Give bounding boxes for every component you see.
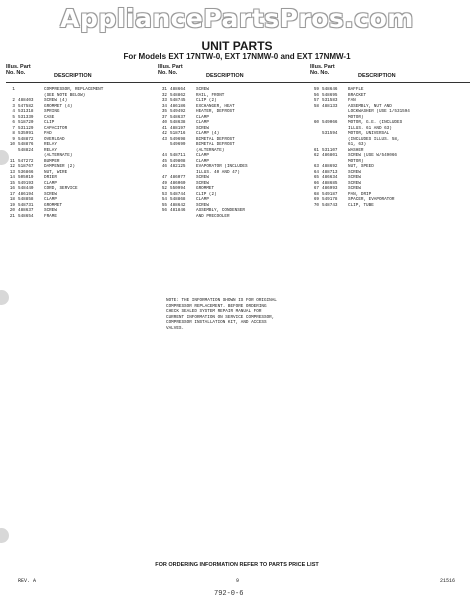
part-description: CLAMP bbox=[196, 114, 209, 120]
part-number: 486060 bbox=[170, 180, 186, 186]
part-number: 486077 bbox=[170, 175, 186, 180]
watermark: AppliancePartsPros.com bbox=[60, 4, 414, 33]
part-number bbox=[170, 214, 196, 220]
part-description: CAPACITOR bbox=[44, 125, 68, 131]
part-number: 549178 bbox=[322, 197, 338, 202]
illus-number: 3 bbox=[12, 103, 15, 109]
illus-number: 69 bbox=[313, 197, 319, 202]
part-description: CORD, SERVICE bbox=[44, 186, 78, 191]
header-description: DESCRIPTION bbox=[358, 73, 396, 79]
part-number: 486634 bbox=[322, 175, 338, 180]
part-description: DRIER bbox=[44, 175, 57, 180]
illus-number: 53 bbox=[161, 191, 167, 197]
ordering-notice: FOR ORDERING INFORMATION REFER TO PARTS PRICE LIST bbox=[155, 562, 319, 568]
part-number: 488637 bbox=[18, 208, 34, 213]
part-description: BIMETAL DEFROST bbox=[196, 142, 235, 147]
illus-number: 62 bbox=[313, 153, 319, 158]
illus-number: 5 bbox=[12, 114, 15, 120]
part-description: AND PRECOOLER bbox=[196, 213, 230, 219]
parts-list bbox=[6, 87, 158, 219]
illus-number: 66 bbox=[313, 180, 319, 186]
part-number: 548637 bbox=[170, 114, 186, 120]
parts-list bbox=[310, 87, 470, 208]
header-no-no: No. No. bbox=[158, 70, 178, 76]
part-description: (INCLUDES ILLUS. 58, bbox=[348, 136, 400, 142]
header-illus-part: Illus. Part bbox=[310, 64, 335, 70]
header-no-no: No. No. bbox=[310, 70, 330, 76]
part-description: ILLUS. 61 AND 63) bbox=[348, 125, 392, 131]
column-header bbox=[6, 64, 158, 83]
part-number: 482125 bbox=[170, 164, 186, 169]
part-description: SCREW bbox=[196, 125, 209, 131]
illus-number: 40 bbox=[161, 120, 167, 125]
part-number: 549808 bbox=[170, 158, 186, 164]
part-number: 549699 bbox=[170, 142, 186, 147]
illus-number: 57 bbox=[313, 98, 319, 103]
part-description: HEATER, DEFROST bbox=[196, 109, 235, 114]
part-number: 548440 bbox=[18, 186, 34, 191]
part-number: 481846 bbox=[170, 208, 186, 213]
part-description: EVAPORATOR (INCLUDES bbox=[196, 164, 248, 169]
part-description: CLIP (2) bbox=[196, 191, 217, 197]
part-number: 548876 bbox=[18, 142, 34, 147]
illus-number: 2 bbox=[12, 98, 15, 103]
illus-number: 14 bbox=[9, 175, 15, 180]
part-description: MOTOR) bbox=[348, 158, 364, 164]
part-description: SCREW bbox=[196, 87, 209, 92]
illus-number: 61 bbox=[313, 147, 319, 153]
part-description: CLIP, TUBE bbox=[348, 202, 374, 208]
illus-number: 54 bbox=[161, 197, 167, 202]
part-number: 548824 bbox=[18, 147, 34, 153]
revision-label: REV. A bbox=[18, 578, 37, 584]
part-number: 488664 bbox=[170, 87, 186, 92]
illus-number: 33 bbox=[161, 98, 167, 103]
part-description: SPRING bbox=[44, 109, 60, 114]
part-description: MOTOR) bbox=[348, 114, 364, 120]
illus-number: 52 bbox=[161, 186, 167, 191]
part-number: 550994 bbox=[170, 186, 186, 191]
part-number: 547582 bbox=[18, 103, 34, 109]
page-subtitle: For Models EXT 17NTW-0, EXT 17NMW-0 and EXT 17NMW-1 bbox=[123, 52, 351, 61]
part-description: NUT, SPEED bbox=[348, 164, 374, 169]
part-number: 548695 bbox=[322, 92, 338, 98]
part-description: RELAY bbox=[44, 147, 57, 153]
part-description: ASSEMBLY, CONDENSER bbox=[196, 208, 245, 213]
illus-number: 41 bbox=[161, 125, 167, 131]
part-number: 518720 bbox=[18, 120, 34, 125]
part-number: 531583 bbox=[322, 98, 338, 103]
illus-number: 10 bbox=[9, 142, 15, 147]
part-number: 488133 bbox=[322, 103, 338, 109]
part-number: 548638 bbox=[170, 120, 186, 125]
part-number: 548744 bbox=[170, 191, 186, 197]
part-description: BRACKET bbox=[348, 92, 367, 98]
illus-number: 44 bbox=[161, 153, 167, 158]
part-number: 548731 bbox=[18, 202, 34, 208]
illus-number: 64 bbox=[313, 169, 319, 175]
part-description: RELAY bbox=[44, 142, 57, 147]
parts-row bbox=[158, 214, 310, 220]
part-number: 548654 bbox=[18, 213, 34, 219]
part-description: GROMMET (4) bbox=[44, 103, 73, 109]
part-description: WASHER bbox=[348, 147, 364, 153]
binder-hole-bottom bbox=[0, 528, 9, 543]
illus-number: 31 bbox=[161, 87, 167, 92]
part-description: BAFFLE bbox=[348, 87, 364, 92]
part-description: CASE bbox=[44, 114, 55, 120]
part-description: SCREW bbox=[196, 202, 209, 208]
part-description: SCREW bbox=[44, 191, 57, 197]
header-no-no: No. No. bbox=[6, 70, 26, 76]
part-number: 548743 bbox=[322, 202, 338, 208]
parts-row bbox=[310, 203, 470, 209]
illus-number: 67 bbox=[313, 186, 319, 191]
part-number: 549066 bbox=[322, 120, 338, 125]
part-number: 486993 bbox=[322, 186, 338, 191]
illus-number: 19 bbox=[9, 202, 15, 208]
parts-list bbox=[158, 87, 310, 219]
part-description: BIMETAL DEFROST bbox=[196, 136, 235, 142]
part-number: 486194 bbox=[18, 191, 34, 197]
illus-number: 7 bbox=[12, 125, 15, 131]
part-description: (ALTERNATE) bbox=[44, 153, 73, 158]
illus-number: 20 bbox=[9, 208, 15, 213]
part-description: SCREW bbox=[196, 175, 209, 180]
part-description: RAIL, FRONT bbox=[196, 92, 225, 98]
illus-number: 37 bbox=[161, 114, 167, 120]
header-description: DESCRIPTION bbox=[54, 73, 92, 79]
part-number: 488685 bbox=[322, 180, 338, 186]
part-description: SCREW (4) bbox=[44, 98, 68, 103]
part-number: 488692 bbox=[322, 164, 338, 169]
illus-number: 43 bbox=[161, 136, 167, 142]
part-description: CLAMP bbox=[44, 180, 57, 186]
parts-column-3 bbox=[310, 64, 470, 208]
part-number: 531594 bbox=[322, 131, 338, 136]
part-number: 486186 bbox=[170, 103, 186, 109]
part-number: 486801 bbox=[322, 153, 338, 158]
illus-number: 47 bbox=[161, 175, 167, 180]
part-number: 505019 bbox=[18, 175, 34, 180]
compressor-note: NOTE: THE INFORMATION SHOWN IS FOR ORIGINAL COMPRESSOR REPLACEMENT. BEFORE ORDERING CHECK SEALED SYSTEM REPAIR MANUAL FOR CURRENT INFORMATION ON SERVICE COMPRESSOR, COMPRESSOR INSTALLATION KIT, AND ACCESS VALVES. bbox=[166, 298, 277, 331]
illus-number: 45 bbox=[161, 158, 167, 164]
part-number: 548872 bbox=[18, 136, 34, 142]
part-number: 536866 bbox=[18, 169, 34, 175]
illus-number: 56 bbox=[161, 208, 167, 213]
illus-number: 56 bbox=[313, 92, 319, 98]
part-description: ILLUS. 40 AND 47) bbox=[196, 169, 240, 175]
part-description: CLIP bbox=[44, 120, 55, 125]
part-description: CLIP (2) bbox=[196, 98, 217, 103]
part-description: FRAME bbox=[44, 213, 57, 219]
part-description: SCREW bbox=[348, 180, 361, 186]
part-number: 488197 bbox=[170, 125, 186, 131]
illus-number: 46 bbox=[161, 164, 167, 169]
part-description: PAN, DRIP bbox=[348, 191, 372, 197]
column-header bbox=[310, 64, 470, 83]
part-description: DAMPENER (2) bbox=[44, 164, 75, 169]
part-description: EXCHANGER, HEAT bbox=[196, 103, 235, 109]
part-number: 549698 bbox=[170, 136, 186, 142]
part-number: 531107 bbox=[322, 147, 338, 153]
illus-number: 16 bbox=[9, 186, 15, 191]
part-number: 531129 bbox=[18, 125, 34, 131]
part-description: GROMMET bbox=[44, 202, 63, 208]
part-description: GROMMET bbox=[196, 186, 215, 191]
illus-number: 9 bbox=[12, 136, 15, 142]
header-illus-part: Illus. Part bbox=[158, 64, 183, 70]
part-number: 548745 bbox=[170, 98, 186, 103]
illus-number bbox=[158, 214, 170, 220]
page-title: UNIT PARTS bbox=[201, 39, 273, 53]
part-description: (SEE NOTE BELOW) bbox=[44, 92, 86, 98]
illus-number: 13 bbox=[9, 169, 15, 175]
part-description: CLAMP bbox=[44, 197, 57, 202]
part-description: LOCKWASHER (USE 1/531594 bbox=[348, 109, 410, 114]
illus-number: 59 bbox=[313, 87, 319, 92]
part-number: 548646 bbox=[322, 87, 338, 92]
part-number: 531318 bbox=[18, 109, 34, 114]
illus-number: 4 bbox=[12, 109, 15, 114]
column-header bbox=[158, 64, 310, 83]
part-description: SCREW bbox=[44, 208, 57, 213]
illus-number: 8 bbox=[12, 131, 15, 136]
part-description: MOTOR, UNIVERSAL bbox=[348, 131, 390, 136]
illus-number: 15 bbox=[9, 180, 15, 186]
binder-hole-middle bbox=[0, 290, 9, 305]
part-description: SCREW bbox=[196, 180, 209, 186]
part-description: 61, 63) bbox=[348, 142, 367, 147]
part-description: COMPRESSOR, REPLACEMENT bbox=[44, 87, 104, 92]
part-description: NUT, WIRE bbox=[44, 169, 68, 175]
part-description: ASSEMBLY, NUT AND bbox=[348, 103, 392, 109]
illus-number: 58 bbox=[313, 103, 319, 109]
part-number: 518767 bbox=[18, 164, 34, 169]
illus-number: 68 bbox=[313, 191, 319, 197]
part-description: SCREW (USE W/549066 bbox=[348, 153, 397, 158]
part-number: 535991 bbox=[18, 131, 34, 136]
part-number: 518716 bbox=[170, 131, 186, 136]
part-description: SCREW bbox=[348, 175, 361, 180]
illus-number: 1 bbox=[12, 87, 15, 92]
header-illus-part: Illus. Part bbox=[6, 64, 31, 70]
parts-column-1 bbox=[6, 64, 158, 219]
part-description: MOTOR, G.E. (INCLUDES bbox=[348, 120, 403, 125]
part-description: BUMPER bbox=[44, 158, 60, 164]
illus-number: 11 bbox=[9, 158, 15, 164]
part-number: 488403 bbox=[18, 98, 34, 103]
part-description: (ALTERNATE) bbox=[196, 147, 225, 153]
part-description: CLAMP bbox=[196, 158, 209, 164]
part-description: CLAMP bbox=[196, 197, 209, 202]
part-description: SPACER, EVAPORATOR bbox=[348, 197, 395, 202]
part-number: 548868 bbox=[170, 197, 186, 202]
page-number: 9 bbox=[236, 578, 240, 584]
part-number: 549492 bbox=[170, 109, 186, 114]
part-number: 549187 bbox=[322, 191, 338, 197]
handwritten-stamp: 792-0-6 bbox=[214, 590, 244, 598]
illus-number: 63 bbox=[313, 164, 319, 169]
part-number: 548862 bbox=[170, 92, 186, 98]
part-description: FAN bbox=[348, 98, 356, 103]
illus-number: 21 bbox=[9, 213, 15, 219]
illus-number: 55 bbox=[161, 202, 167, 208]
illus-number: 34 bbox=[161, 103, 167, 109]
part-description: OVERLOAD bbox=[44, 136, 65, 142]
illus-number: 17 bbox=[9, 191, 15, 197]
part-number: 547272 bbox=[18, 158, 34, 164]
header-description: DESCRIPTION bbox=[206, 73, 244, 79]
parts-column-2 bbox=[158, 64, 310, 219]
illus-number: 18 bbox=[9, 197, 15, 202]
illus-number: 70 bbox=[313, 202, 319, 208]
illus-number: 60 bbox=[313, 120, 319, 125]
illus-number: 35 bbox=[161, 109, 167, 114]
illus-number: 49 bbox=[161, 180, 167, 186]
part-number: 531339 bbox=[18, 114, 34, 120]
illus-number: 32 bbox=[161, 92, 167, 98]
part-number: 548858 bbox=[18, 197, 34, 202]
document-code: 21516 bbox=[440, 578, 456, 584]
illus-number: 6 bbox=[12, 120, 15, 125]
part-description: SCREW bbox=[348, 186, 361, 191]
part-description: CLAMP bbox=[196, 153, 209, 158]
part-description: SCREW bbox=[348, 169, 361, 175]
part-number: 549193 bbox=[18, 180, 34, 186]
part-description: PAD bbox=[44, 131, 52, 136]
part-description: CLAMP (4) bbox=[196, 131, 220, 136]
part-number: 548711 bbox=[170, 153, 186, 158]
illus-number: 65 bbox=[313, 175, 319, 180]
part-description: CLAMP bbox=[196, 120, 209, 125]
illus-number: 42 bbox=[161, 131, 167, 136]
part-number: 488642 bbox=[170, 202, 186, 208]
parts-row bbox=[6, 214, 158, 220]
illus-number: 12 bbox=[9, 164, 15, 169]
part-number: 488713 bbox=[322, 169, 338, 175]
